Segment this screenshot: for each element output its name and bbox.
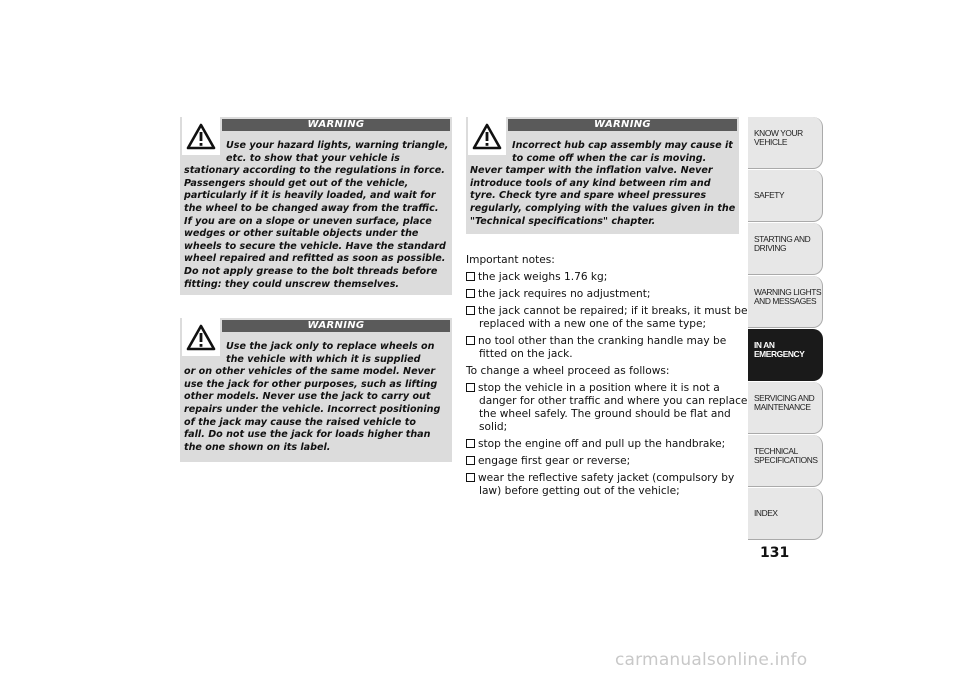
warning-line: other models. Never use the jack to carry out [184, 391, 431, 403]
checkbox-bullet-icon [466, 439, 475, 448]
step-continuation: danger for other traffic and where you can replace [479, 395, 748, 407]
change-wheel-heading: To change a wheel proceed as follows: [466, 365, 670, 377]
list-item [466, 472, 734, 485]
tab-label: KNOW YOUR [754, 128, 803, 138]
list-item [466, 382, 720, 395]
checkbox-bullet-icon [466, 473, 475, 482]
warning-line: wheels to secure the vehicle. Have the standard [184, 240, 446, 252]
tab-label: SAFETY [754, 190, 785, 200]
tab-in-an-emergency[interactable] [748, 329, 823, 381]
warning-line: the vehicle with which it is supplied [226, 353, 421, 365]
tab-know-your-vehicle[interactable] [748, 117, 823, 169]
tab-starting-and-driving[interactable] [748, 223, 823, 275]
warning-line: repairs under the vehicle. Incorrect positioning [184, 403, 441, 415]
tab-technical-specifications[interactable] [748, 435, 823, 487]
tab-label: SERVICING AND [754, 393, 815, 403]
list-item [466, 455, 630, 468]
warning-header: WARNING [222, 119, 450, 131]
warning-box-hazard [180, 117, 452, 295]
warning-line: regularly, complying with the values given in the [470, 202, 736, 214]
watermark-link[interactable]: carmanualsonline.info [615, 650, 808, 670]
step-text: stop the engine off and pull up the handbrake; [478, 438, 726, 450]
checkbox-bullet-icon [466, 383, 475, 392]
warning-line: wedges or other suitable objects under the [184, 228, 419, 240]
warning-line: or on other vehicles of the same model. Never [184, 366, 436, 378]
note-text: the jack cannot be repaired; if it breaks, it must be [478, 305, 748, 317]
warning-line: Do not apply grease to the bolt threads before [184, 265, 438, 277]
warning-triangle-icon [468, 117, 506, 155]
warning-line: stationary according to the regulations in force. [184, 165, 445, 177]
note-continuation: replaced with a new one of the same type; [479, 318, 707, 330]
tab-label: WARNING LIGHTS [754, 287, 822, 297]
page-number: 131 [760, 545, 790, 561]
body-text [466, 254, 746, 504]
tab-label: EMERGENCY [754, 349, 805, 359]
warning-text [184, 117, 448, 291]
list-item [466, 288, 650, 301]
warning-text [470, 117, 735, 228]
checkbox-bullet-icon [466, 456, 475, 465]
list-item [466, 438, 725, 451]
warning-box-hubcap [466, 117, 739, 234]
warning-line: introduce tools of any kind between rim and [470, 177, 711, 189]
tab-label: MAINTENANCE [754, 402, 811, 412]
warning-line: Use the jack only to replace wheels on [226, 341, 435, 352]
warning-line: use the jack for other purposes, such as lifting [184, 378, 438, 390]
list-item [466, 271, 607, 284]
warning-line: etc. to show that your vehicle is [226, 152, 400, 164]
warning-line: wheel repaired and refitted as soon as possible. [184, 253, 446, 265]
list-item [466, 335, 726, 348]
warning-line: If you are on a slope or uneven surface, place [184, 215, 432, 227]
warning-box-jack [180, 318, 452, 462]
warning-line: fall. Do not use the jack for loads higher than [184, 429, 431, 441]
note-continuation: fitted on the jack. [479, 348, 573, 360]
tab-index[interactable] [748, 488, 823, 540]
warning-line: Incorrect hub cap assembly may cause it [512, 140, 733, 151]
warning-line: Passengers should get out of the vehicle, [184, 177, 409, 189]
checkbox-bullet-icon [466, 272, 475, 281]
note-text: the jack weighs 1.76 kg; [478, 271, 608, 283]
tab-servicing-and-maintenance[interactable] [748, 382, 823, 434]
warning-line: the wheel to be changed away from the traffic. [184, 202, 439, 214]
tab-label: STARTING AND [754, 234, 811, 244]
tab-label: DRIVING [754, 243, 787, 253]
warning-triangle-icon [182, 117, 220, 155]
warning-line: "Technical specifications" chapter. [470, 215, 656, 227]
tab-label: SPECIFICATIONS [754, 455, 818, 465]
warning-text [184, 318, 448, 454]
step-text: wear the reflective safety jacket (compulsory by [478, 472, 735, 484]
warning-line: to come off when the car is moving. [512, 152, 707, 164]
warning-line: Never tamper with the inflation valve. Never [470, 165, 713, 177]
warning-line: the one shown on its label. [184, 441, 331, 453]
warning-triangle-icon [182, 318, 220, 356]
tab-safety[interactable] [748, 170, 823, 222]
note-text: no tool other than the cranking handle may be [478, 335, 727, 347]
step-text: stop the vehicle in a position where it is not a [478, 382, 720, 394]
checkbox-bullet-icon [466, 289, 475, 298]
warning-header: WARNING [508, 119, 737, 131]
step-continuation: the wheel safely. The ground should be flat and [479, 408, 731, 420]
warning-line: tyre. Check tyre and spare wheel pressures [470, 190, 707, 202]
tab-label: INDEX [754, 508, 778, 518]
note-text: the jack requires no adjustment; [478, 288, 651, 300]
important-notes-heading: Important notes: [466, 254, 555, 266]
tab-warning-lights-and-messages[interactable] [748, 276, 823, 328]
checkbox-bullet-icon [466, 306, 475, 315]
step-continuation: law) before getting out of the vehicle; [479, 485, 680, 497]
warning-header: WARNING [222, 320, 450, 332]
warning-line: of the jack may cause the raised vehicle to [184, 416, 416, 428]
warning-line: fitting: they could unscrew themselves. [184, 278, 400, 290]
list-item [466, 305, 748, 318]
warning-line: particularly if it is heavily loaded, and wait for [184, 190, 436, 202]
tab-label: VEHICLE [754, 137, 788, 147]
tab-label: TECHNICAL [754, 446, 798, 456]
step-continuation: solid; [479, 421, 508, 433]
warning-line: Use your hazard lights, warning triangle, [226, 140, 449, 151]
tab-label: AND MESSAGES [754, 296, 817, 306]
tab-label: IN AN [754, 340, 775, 350]
checkbox-bullet-icon [466, 336, 475, 345]
step-text: engage first gear or reverse; [478, 455, 631, 467]
